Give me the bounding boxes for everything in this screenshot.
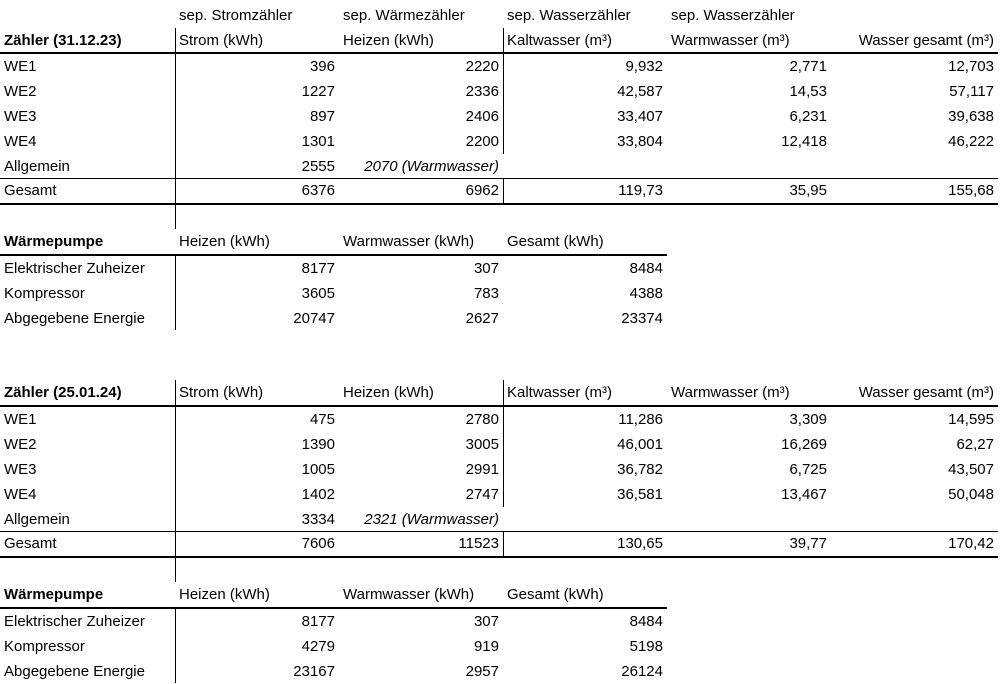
total-row (0, 531, 1003, 556)
cell[interactable]: 39,77 (789, 535, 827, 552)
divider (0, 203, 998, 205)
table-row (0, 432, 1003, 457)
cell[interactable]: 2070 (Warmwasser) (364, 158, 499, 175)
cell[interactable]: 33,407 (617, 108, 663, 125)
cell[interactable]: 2747 (465, 486, 499, 503)
cell[interactable]: sep. Wärmezähler (343, 7, 465, 24)
cell[interactable]: 2321 (Warmwasser) (364, 511, 499, 528)
table-row (0, 104, 1003, 129)
cell[interactable]: 23374 (621, 310, 663, 327)
cell[interactable]: WE4 (4, 133, 37, 150)
table-row (0, 79, 1003, 104)
cell[interactable]: 475 (309, 411, 335, 428)
table-row (0, 659, 1003, 684)
pump2-title[interactable]: Wärmepumpe (4, 586, 104, 603)
column-header[interactable]: Heizen (kWh) (343, 32, 434, 49)
cell[interactable]: 42,587 (617, 83, 663, 100)
cell[interactable]: 8177 (301, 613, 335, 630)
cell[interactable]: 2336 (465, 83, 499, 100)
column-header[interactable]: Gesamt (kWh) (507, 233, 604, 250)
cell[interactable]: 2406 (465, 108, 499, 125)
cell[interactable]: 2,771 (789, 58, 827, 75)
divider (175, 203, 176, 229)
cell[interactable]: 1005 (301, 461, 335, 478)
divider (503, 531, 504, 556)
cell[interactable]: 43,507 (948, 461, 994, 478)
cell[interactable]: 23167 (293, 663, 335, 680)
table-row (0, 634, 1003, 659)
column-header[interactable]: Heizen (kWh) (343, 384, 434, 401)
divider (175, 609, 176, 683)
cell[interactable]: 783 (473, 285, 499, 302)
cell[interactable]: 8484 (629, 613, 663, 630)
table-row (0, 507, 1003, 532)
table-row (0, 281, 1003, 306)
cell[interactable]: 33,804 (617, 133, 663, 150)
cell[interactable]: 39,638 (948, 108, 994, 125)
cell[interactable]: 36,782 (617, 461, 663, 478)
cell[interactable]: 46,001 (617, 436, 663, 453)
section1-header-row (0, 28, 1003, 53)
divider (503, 380, 504, 507)
cell[interactable]: Gesamt (4, 535, 57, 552)
cell[interactable]: Abgegebene Energie (4, 663, 145, 680)
cell[interactable]: WE2 (4, 83, 37, 100)
cell[interactable]: WE3 (4, 108, 37, 125)
cell[interactable]: 1301 (301, 133, 335, 150)
pump1-title[interactable]: Wärmepumpe (4, 233, 104, 250)
cell[interactable]: Kompressor (4, 638, 85, 655)
table-row (0, 54, 1003, 79)
cell[interactable]: 2780 (465, 411, 499, 428)
cell[interactable]: 130,65 (617, 535, 663, 552)
cell[interactable]: 897 (309, 108, 335, 125)
cell[interactable]: 6962 (465, 182, 499, 199)
divider (175, 256, 176, 330)
cell[interactable]: 307 (473, 260, 499, 277)
cell[interactable]: 3334 (301, 511, 335, 528)
column-header[interactable]: Heizen (kWh) (179, 233, 270, 250)
column-header[interactable]: Kaltwasser (m³) (507, 384, 613, 401)
cell[interactable]: 50,048 (948, 486, 994, 503)
cell[interactable]: Kompressor (4, 285, 85, 302)
cell[interactable]: 3,309 (789, 411, 827, 428)
cell[interactable]: 8177 (301, 260, 335, 277)
cell[interactable]: 57,117 (949, 83, 994, 100)
cell[interactable]: 13,467 (781, 486, 827, 503)
cell[interactable]: 1390 (301, 436, 335, 453)
section1-pre-header-row (0, 3, 1003, 28)
column-header[interactable]: Warmwasser (kWh) (343, 233, 475, 250)
column-header[interactable]: Wasser gesamt (m³) (858, 384, 994, 401)
cell[interactable]: 36,581 (617, 486, 663, 503)
cell[interactable]: 2627 (465, 310, 499, 327)
cell[interactable]: 14,595 (948, 411, 994, 428)
cell[interactable]: 12,703 (948, 58, 994, 75)
table-row (0, 256, 1003, 281)
cell[interactable]: 2957 (465, 663, 499, 680)
divider (175, 556, 176, 582)
cell[interactable]: 2200 (465, 133, 499, 150)
cell[interactable]: 155,68 (948, 182, 994, 199)
cell[interactable]: 2991 (465, 461, 499, 478)
divider (175, 380, 176, 556)
table-row (0, 482, 1003, 507)
table-row (0, 129, 1003, 154)
column-header[interactable]: Warmwasser (kWh) (343, 586, 475, 603)
section1-title[interactable]: Zähler (31.12.23) (4, 32, 122, 49)
table-row (0, 407, 1003, 432)
cell[interactable]: 2220 (465, 58, 499, 75)
divider (503, 28, 504, 154)
pump1-header-row (0, 229, 1003, 254)
cell[interactable]: 4279 (301, 638, 335, 655)
cell[interactable]: 26124 (621, 663, 663, 680)
cell[interactable]: 12,418 (781, 133, 827, 150)
cell[interactable]: 119,73 (618, 182, 663, 199)
cell[interactable]: 35,95 (789, 182, 827, 199)
column-header[interactable]: Heizen (kWh) (179, 586, 270, 603)
pump2-header-row (0, 582, 1003, 607)
divider (175, 28, 176, 203)
cell[interactable]: 20747 (293, 310, 335, 327)
column-header[interactable]: Kaltwasser (m³) (507, 32, 613, 49)
cell[interactable]: Elektrischer Zuheizer (4, 260, 145, 277)
cell[interactable]: sep. Wasserzähler (671, 7, 795, 24)
column-header[interactable]: Gesamt (kWh) (507, 586, 604, 603)
cell[interactable]: 6,725 (789, 461, 827, 478)
cell[interactable]: 170,42 (948, 535, 994, 552)
table-row (0, 306, 1003, 331)
cell[interactable]: 1402 (301, 486, 335, 503)
cell[interactable]: 3005 (465, 436, 499, 453)
cell[interactable]: 16,269 (781, 436, 827, 453)
column-header[interactable]: Warmwasser (m³) (671, 32, 790, 49)
cell[interactable]: 307 (473, 613, 499, 630)
cell[interactable]: 5198 (629, 638, 663, 655)
cell[interactable]: Allgemein (4, 158, 70, 175)
cell[interactable]: 9,932 (625, 58, 663, 75)
cell[interactable]: 1227 (301, 83, 335, 100)
cell[interactable]: sep. Wasserzähler (507, 7, 631, 24)
section2-header-row (0, 380, 1003, 405)
cell[interactable]: 396 (309, 58, 335, 75)
divider (503, 178, 504, 203)
column-header[interactable]: Warmwasser (m³) (671, 384, 790, 401)
cell[interactable]: Allgemein (4, 511, 70, 528)
cell[interactable]: 62,27 (956, 436, 994, 453)
divider (0, 556, 998, 558)
table-row (0, 154, 1003, 179)
cell[interactable]: 919 (473, 638, 499, 655)
total-row (0, 178, 1003, 203)
cell[interactable]: 6376 (301, 182, 335, 199)
section2-title[interactable]: Zähler (25.01.24) (4, 384, 122, 401)
table-row (0, 457, 1003, 482)
column-header[interactable]: Wasser gesamt (m³) (858, 32, 994, 49)
cell[interactable]: 4388 (629, 285, 663, 302)
cell[interactable]: 11,286 (618, 411, 663, 428)
cell[interactable]: 7606 (301, 535, 335, 552)
cell[interactable]: 8484 (629, 260, 663, 277)
cell[interactable]: 3605 (301, 285, 335, 302)
cell[interactable]: sep. Stromzähler (179, 7, 293, 24)
cell[interactable]: WE3 (4, 461, 37, 478)
table-row (0, 609, 1003, 634)
cell[interactable]: 14,53 (789, 83, 827, 100)
cell[interactable]: Gesamt (4, 182, 57, 199)
cell[interactable]: 11523 (458, 535, 499, 552)
cell[interactable]: Abgegebene Energie (4, 310, 145, 327)
cell[interactable]: WE1 (4, 411, 37, 428)
column-header[interactable]: Strom (kWh) (179, 384, 264, 401)
cell[interactable]: 6,231 (789, 108, 827, 125)
cell[interactable]: WE2 (4, 436, 37, 453)
cell[interactable]: WE4 (4, 486, 37, 503)
cell[interactable]: 2555 (301, 158, 335, 175)
cell[interactable]: WE1 (4, 58, 37, 75)
column-header[interactable]: Strom (kWh) (179, 32, 264, 49)
cell[interactable]: 46,222 (948, 133, 994, 150)
cell[interactable]: Elektrischer Zuheizer (4, 613, 145, 630)
